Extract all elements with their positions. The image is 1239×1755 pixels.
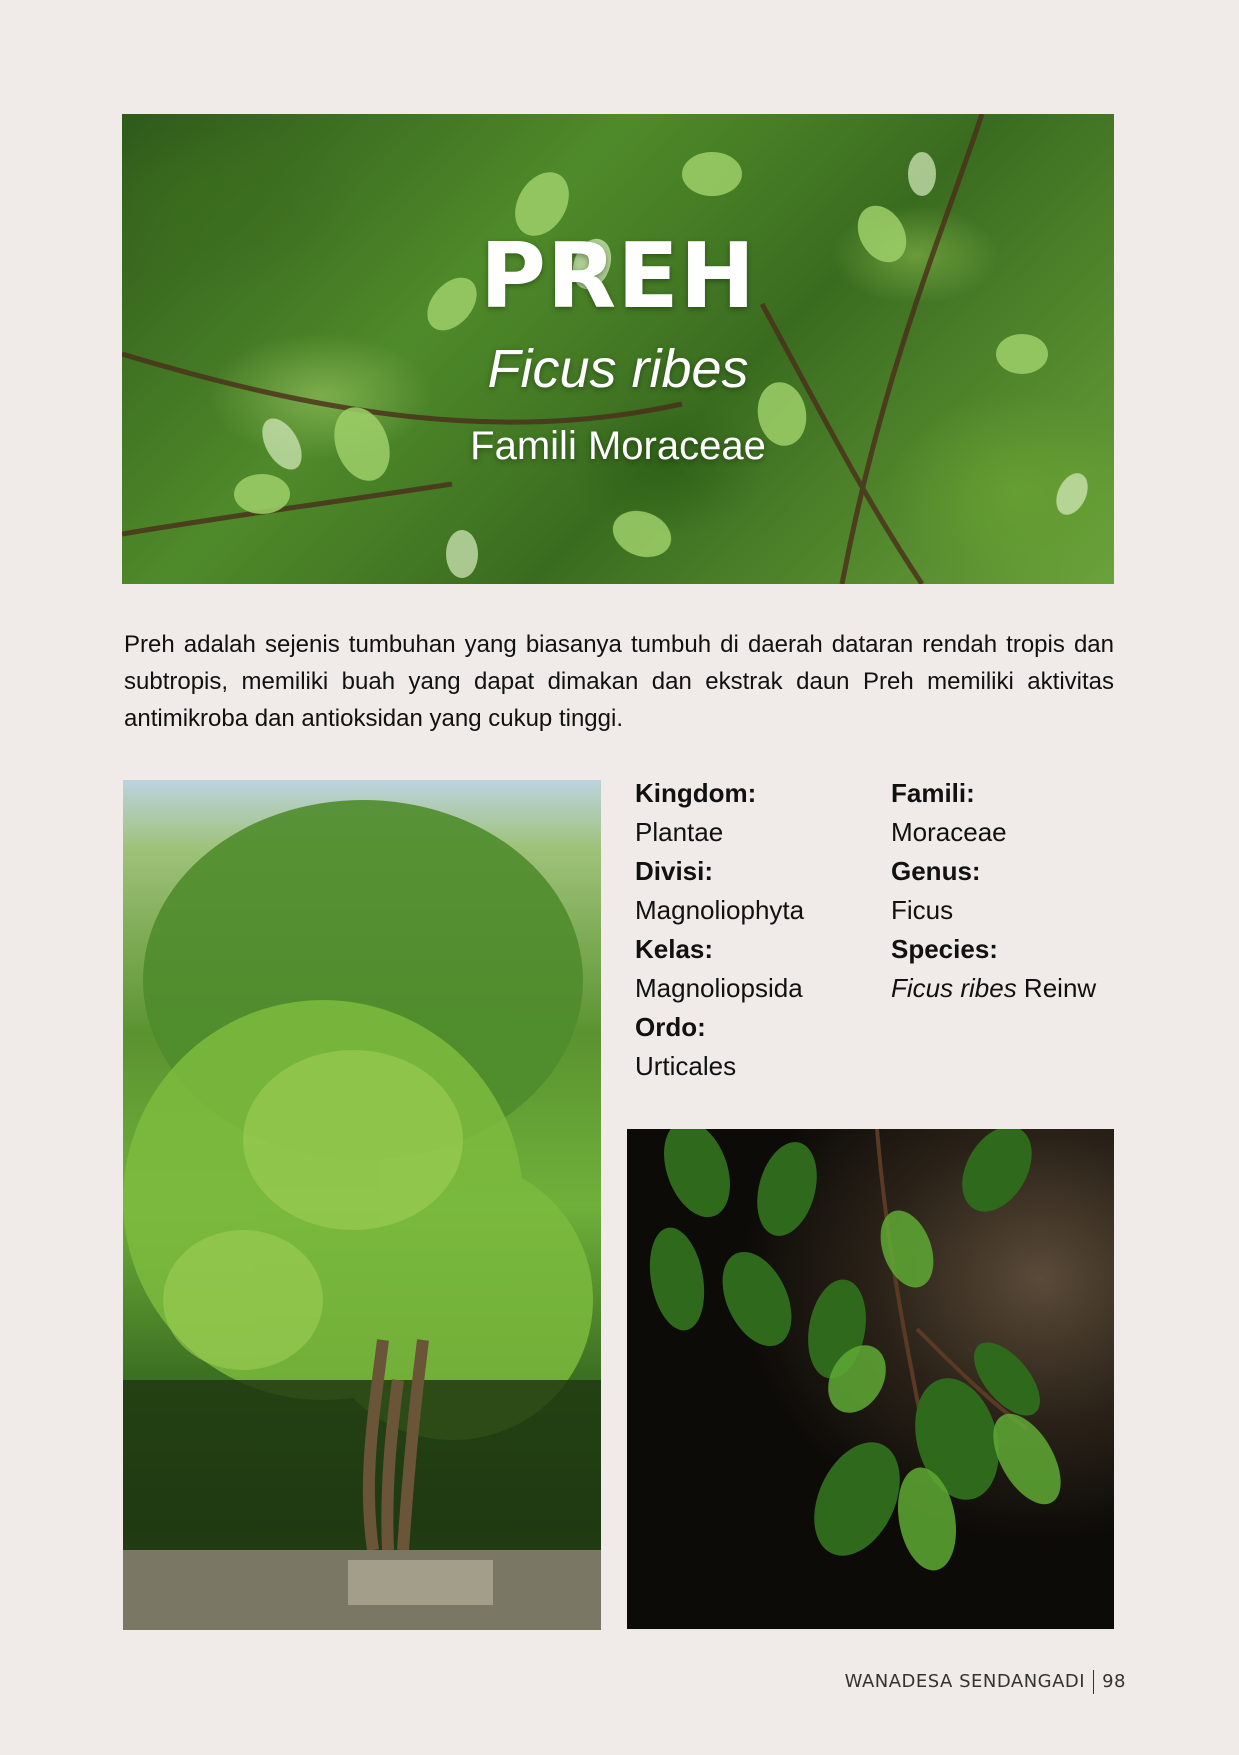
scientific-name: Ficus ribes [487,339,749,399]
famili-value: Moraceae [891,817,1007,847]
famili-label: Famili: [891,778,975,808]
kingdom-value: Plantae [635,817,724,847]
species-author: Reinw [1016,973,1097,1003]
divisi-value: Magnoliophyta [635,895,805,925]
hero-banner [122,114,1114,584]
tree-photo [123,780,601,1630]
book-title: WANADESA SENDANGADI [844,1671,1086,1692]
page-footer [845,1670,1126,1694]
kelas-value: Magnoliopsida [635,973,803,1003]
ordo-label: Ordo: [635,1012,706,1042]
ordo-value: Urticales [635,1051,737,1081]
page-title: PREH [479,224,757,329]
species-value [891,969,1096,1008]
divisi-label: Divisi: [635,856,714,886]
page-number: 98 [1102,1671,1126,1692]
kingdom-label: Kingdom: [635,778,757,808]
genus-label: Genus: [891,856,981,886]
species-label: Species: [891,934,998,964]
footer-divider [1093,1670,1094,1694]
species-binomial: Ficus ribes [891,973,1017,1003]
leaves-photo [627,1129,1114,1629]
kelas-label: Kelas: [635,934,714,964]
taxonomy-column-right [891,774,1096,1008]
genus-value: Ficus [891,895,954,925]
family-subtitle: Famili Moraceae [470,424,766,468]
taxonomy-column-left [635,774,804,1086]
description-paragraph: Preh adalah sejenis tumbuhan yang biasanya tumbuh di daerah dataran rendah tropis dan subtropis, memiliki buah yang dapat dimakan dan ekstrak daun Preh memiliki aktivitas antimikroba dan antioksidan yang cukup tinggi. [124,631,1114,732]
